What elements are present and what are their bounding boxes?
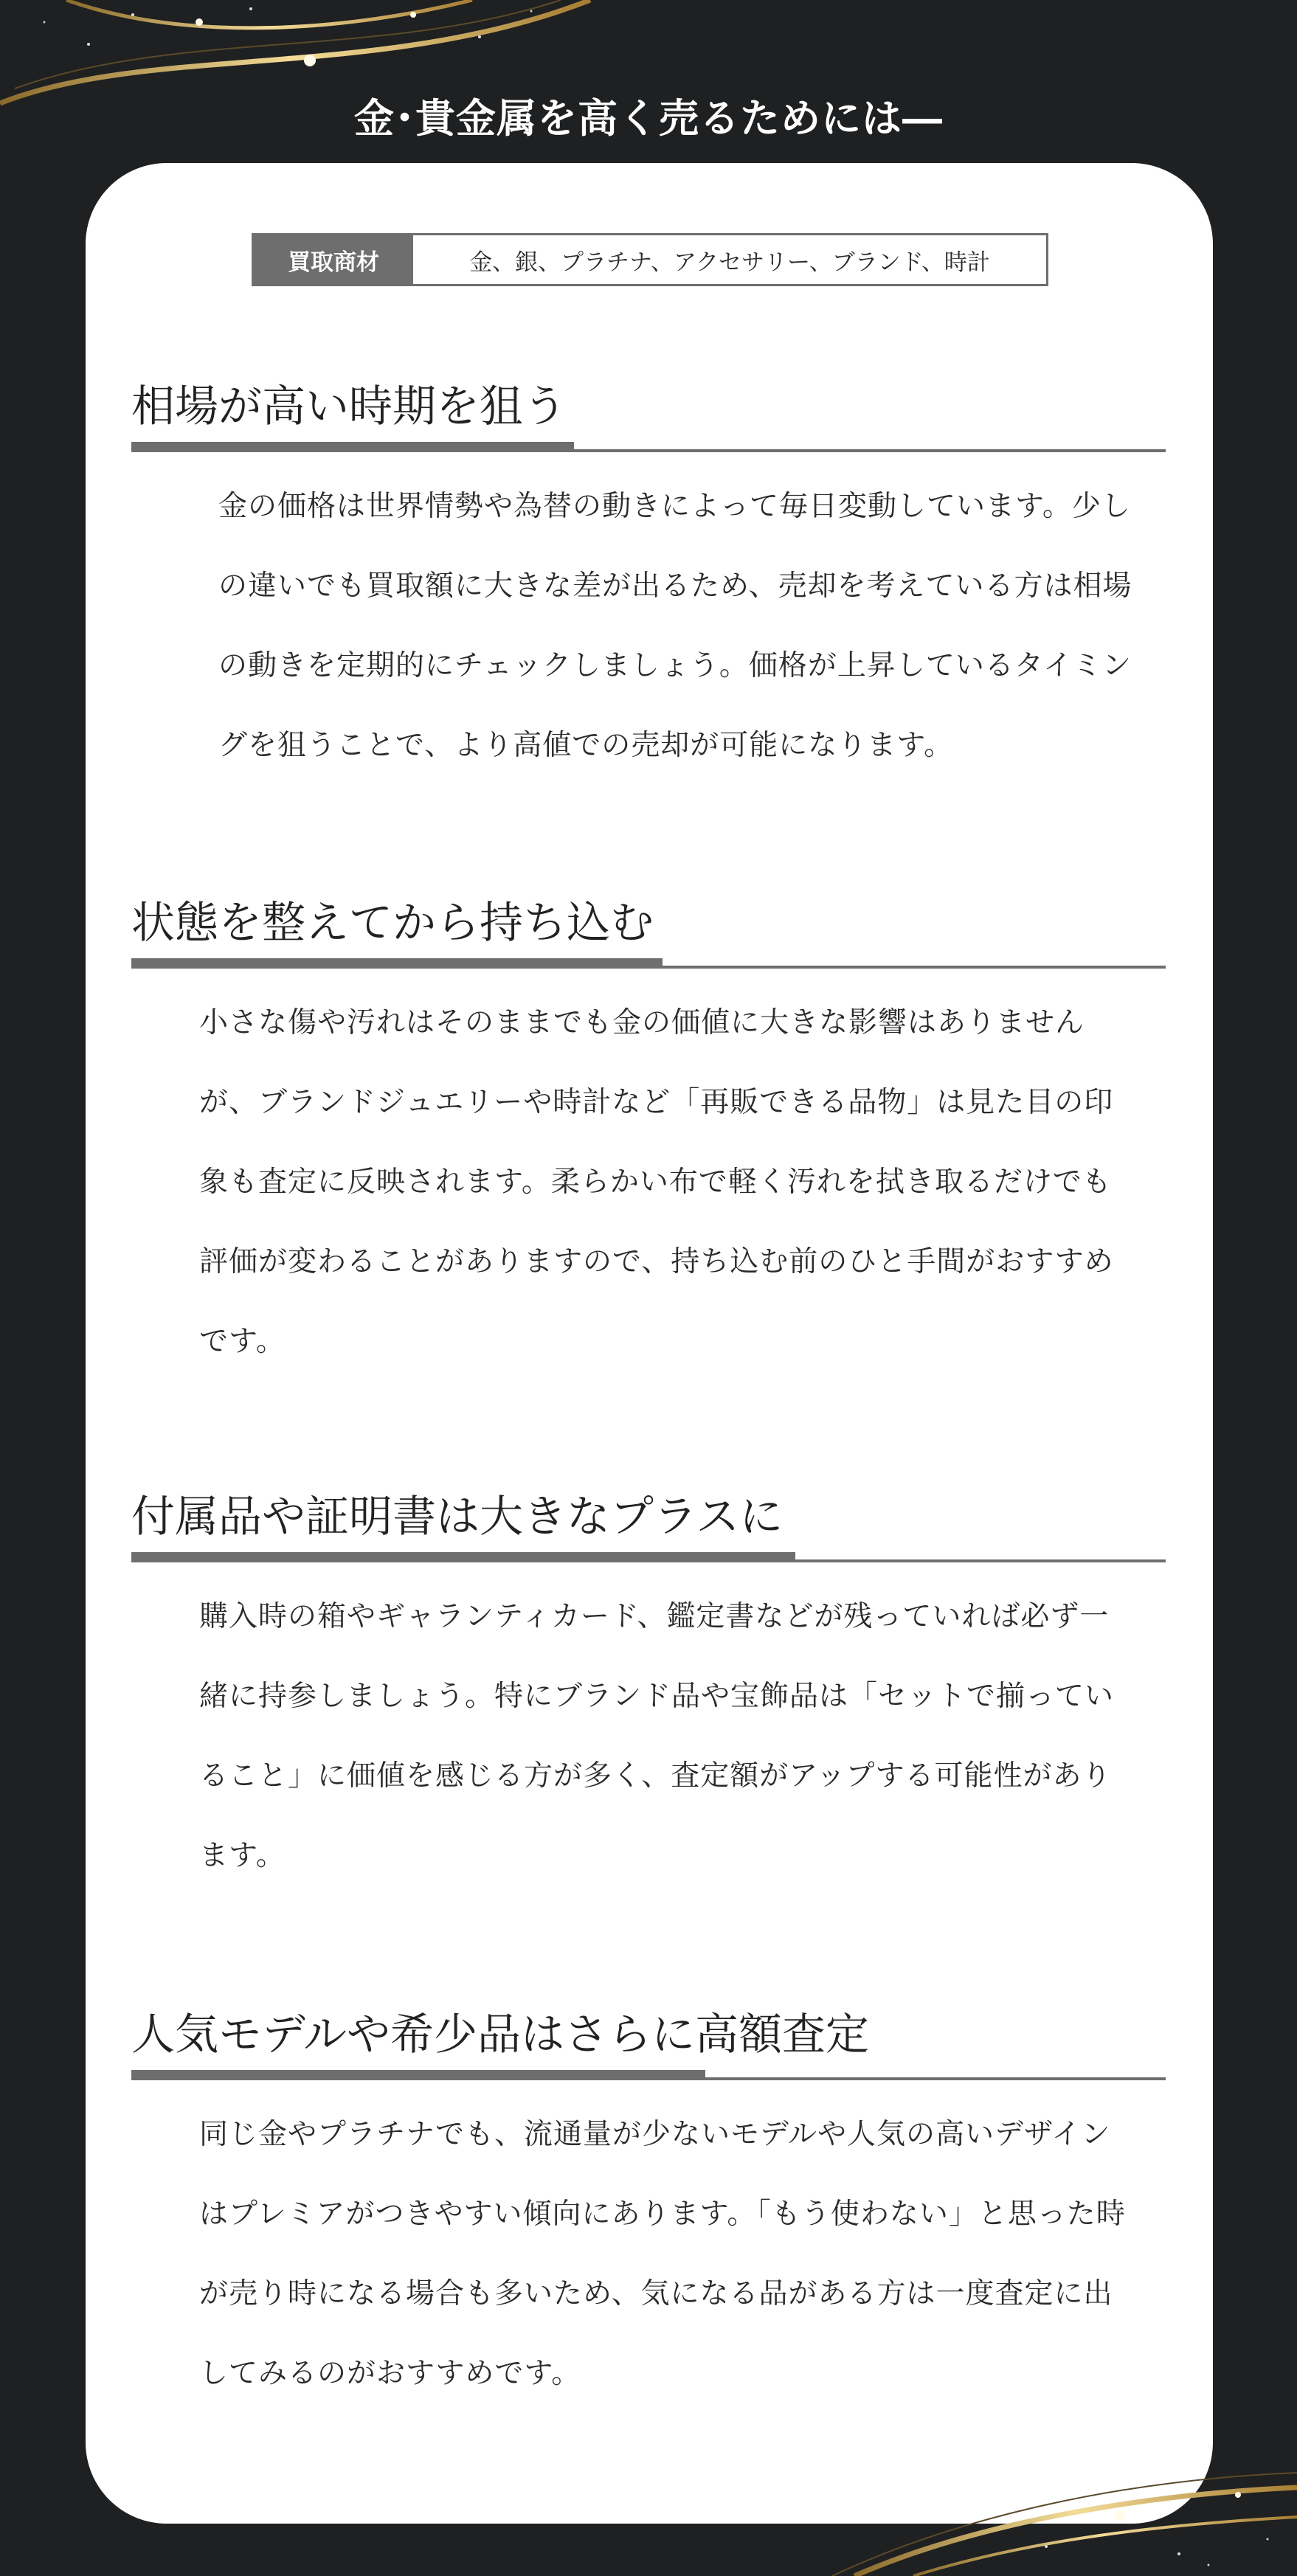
section-condition — [131, 893, 1166, 1382]
section-heading: 状態を整えてから持ち込む — [131, 897, 654, 948]
purchase-items-label: 買取商材 — [254, 235, 413, 284]
section-underline — [131, 442, 1166, 452]
section-underline — [131, 958, 1166, 969]
section-heading: 人気モデルや希少品はさらに高額査定 — [131, 2009, 870, 2060]
section-heading: 付属品や証明書は大きなプラスに — [131, 1491, 784, 1542]
section-body: 購入時の箱やギャランティカード、鑑定書などが残っていれば必ず一緒に持参しましょう。特にブランド品や宝飾品は「セットで揃っていること」に価値を感じる方が多く、査定額がアップする可能性があります。 — [199, 1600, 1115, 1872]
gold-swirl-bottom-decoration — [825, 2465, 1297, 2576]
section-body: 同じ金やプラチナでも、流通量が少ないモデルや人気の高いデザインはプレミアがつきやすい傾向にあります。「もう使わない」と思った時が売り時になる場合も多いため、気になる品がある方は一度査定に出してみるのがおすすめです。 — [199, 2118, 1126, 2390]
section-body: 小さな傷や汚れはそのままでも金の価値に大きな影響はありませんが、ブランドジュエリーや時計など「再販できる品物」は見た目の印象も査定に反映されます。柔らかい布で軽く汚れを拭き取るだけでも評価が変わることがありますので、持ち込む前のひと手間がおすすめです。 — [199, 1006, 1114, 1358]
section-market-timing — [131, 377, 1166, 786]
section-popular-models — [131, 2005, 1166, 2414]
section-body: 金の価格は世界情勢や為替の動きによって毎日変動しています。少しの違いでも買取額に大きな差が出るため、売却を考えている方は相場の動きを定期的にチェックしましょう。価格が上昇しているタイミングを狙うことで、より高値での売却が可能になります。 — [218, 490, 1132, 762]
section-heading: 相場が高い時期を狙う — [131, 381, 567, 432]
content-card — [86, 163, 1213, 2524]
purchase-items-value: 金、銀、プラチナ、アクセサリー、ブランド、時計 — [469, 249, 990, 276]
section-accessories — [131, 1487, 1166, 1896]
purchase-items-tag — [252, 233, 1048, 286]
section-underline — [131, 2070, 1166, 2080]
page-title: 金･貴金属を高く売るためには― — [354, 94, 943, 142]
section-underline — [131, 1552, 1166, 1562]
